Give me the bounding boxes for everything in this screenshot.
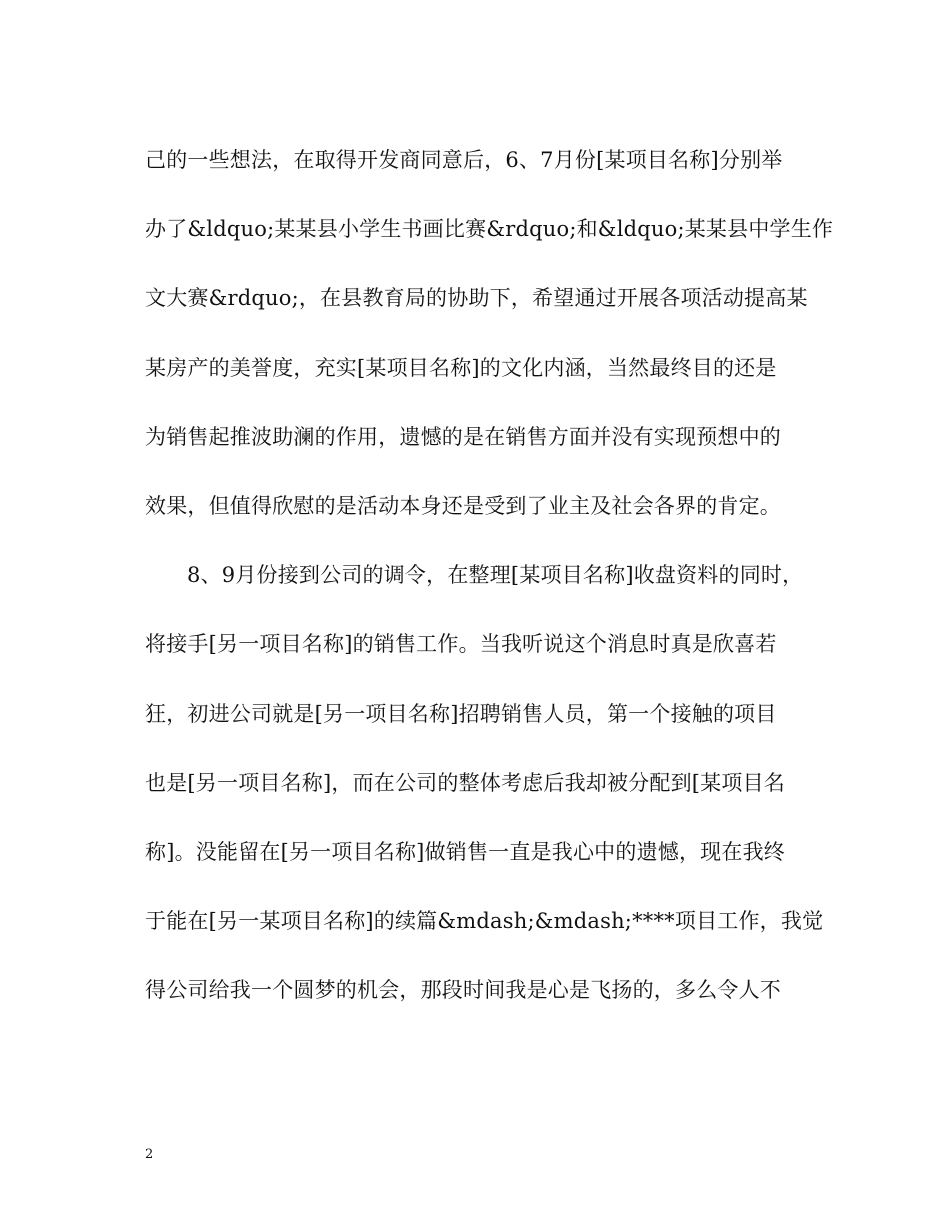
text-line: 称]。没能留在[另一项目名称]做销售一直是我心中的遗憾，现在我终 [145, 839, 785, 864]
text-line: 狂，初进公司就是[另一项目名称]招聘销售人员，第一个接触的项目 [145, 701, 777, 726]
page-number: 2 [145, 1147, 154, 1162]
text-line: 效果，但值得欣慰的是活动本身还是受到了业主及社会各界的肯定。 [145, 493, 781, 518]
paragraph-start-line: 8、9月份接到公司的调令，在整理[某项目名称]收盘资料的同时， [187, 563, 804, 588]
text-line: 得公司给我一个圆梦的机会，那段时间我是心是飞扬的，多么令人不 [145, 978, 781, 1003]
text-line: 于能在[另一某项目名称]的续篇&mdash;&mdash;****项目工作，我觉 [145, 909, 824, 934]
text-line: 文大赛&rdquo;，在县教育局的协助下，希望通过开展各项活动提高某 [145, 286, 808, 311]
text-line: 为销售起推波助澜的作用，遗憾的是在销售方面并没有实现预想中的 [145, 424, 781, 449]
text-line: 也是[另一项目名称]，而在公司的整体考虑后我却被分配到[某项目名 [145, 770, 785, 795]
text-line: 办了&ldquo;某某县小学生书画比赛&rdquo;和&ldquo;某某县中学生作 [145, 217, 834, 242]
text-line: 某房产的美誉度，充实[某项目名称]的文化内涵，当然最终目的还是 [145, 355, 777, 380]
body-text [145, 138, 834, 1037]
text-line: 将接手[另一项目名称]的销售工作。当我听说这个消息时真是欣喜若 [145, 632, 777, 657]
text-line: 己的一些想法，在取得开发商同意后，6、7月份[某项目名称]分别举 [145, 148, 783, 172]
